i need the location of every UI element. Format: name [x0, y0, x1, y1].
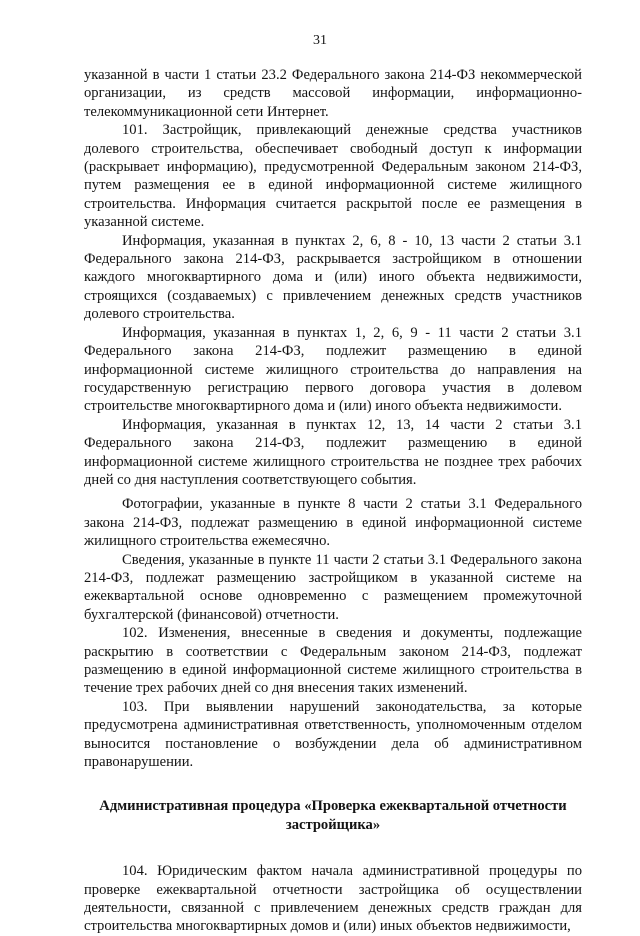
paragraph-continuation: указанной в части 1 статьи 23.2 Федерального закона 214-ФЗ некоммерческой организации, из средств массовой информации, информационно-телекоммуникационной сети Интернет.	[84, 67, 582, 120]
paragraph-photos: Фотографии, указанные в пункте 8 части 2 статьи 3.1 Федерального закона 214-ФЗ, подлежат размещению в единой информационной системе жилищного строительства ежемесячно.	[84, 496, 582, 550]
section-heading-line-2: застройщика»	[285, 816, 381, 833]
paragraph-info-disclosure: Информация, указанная в пунктах 2, 6, 8 - 10, 13 части 2 статьи 3.1 Федерального закона 214-ФЗ, раскрывается застройщиком в отношении каждого многоквартирного дома и (или) иного объекта недвижимости, строящихся (создаваемых) с привлечением денежных средств участников долевого строительства.	[84, 232, 582, 323]
paragraph-info-three-days: Информация, указанная в пунктах 12, 13, 14 части 2 статьи 3.1 Федерального закона 214-ФЗ, подлежит размещению в единой информационной системе жилищного строительства не позднее трех рабочих дней со дня наступления соответствующего события.	[84, 416, 582, 488]
paragraph-103: 103. При выявлении нарушений законодательства, за которые предусмотрена административная ответственность, уполномоченным отделом выносится постановление о возбуждении дела об административном правонарушении.	[84, 698, 582, 771]
paragraph-104: 104. Юридическим фактом начала административной процедуры по проверке ежеквартальной отчетности застройщика об осуществлении деятельности, связанной с привлечением денежных средств граждан для строительства многоквартирных домов и (или) иных объектов недвижимости,	[84, 863, 582, 935]
section-heading-line-1: Административная процедура «Проверка ежеквартальной отчетности	[99, 798, 567, 815]
paragraph-info-registration: Информация, указанная в пунктах 1, 2, 6, 9 - 11 части 2 статьи 3.1 Федерального закона 214-ФЗ, подлежит размещению в единой информационной системе жилищного строительства до направления на государственную регистрацию первого договора участия в долевом строительстве многоквартирного дома и (или) иного объекта недвижимости.	[84, 324, 582, 415]
paragraph-quarterly-data: Сведения, указанные в пункте 11 части 2 статьи 3.1 Федерального закона 214-ФЗ, подлежат размещению застройщиком в указанной системе на ежеквартальной основе одновременно с размещением промежуточной бухгалтерской (финансовой) отчетности.	[84, 551, 582, 623]
paragraph-102: 102. Изменения, внесенные в сведения и документы, подлежащие раскрытию в соответствии с Федеральным законом 214-ФЗ, подлежат размещению в единой информационной системе жилищного строительства в течение трех рабочих дней со дня внесения таких изменений.	[84, 625, 582, 697]
paragraph-101: 101. Застройщик, привлекающий денежные средства участников долевого строительства, обеспечивает свободный доступ к информации (раскрывает информацию), предусмотренной Федеральным законом 214-ФЗ, путем размещения ее в единой информационной системе жилищного строительства. Информация считается раскрытой после ее размещения в указанной системе.	[84, 122, 582, 231]
page-number: 31	[313, 33, 327, 48]
section-heading	[84, 797, 582, 834]
document-body	[84, 66, 582, 936]
